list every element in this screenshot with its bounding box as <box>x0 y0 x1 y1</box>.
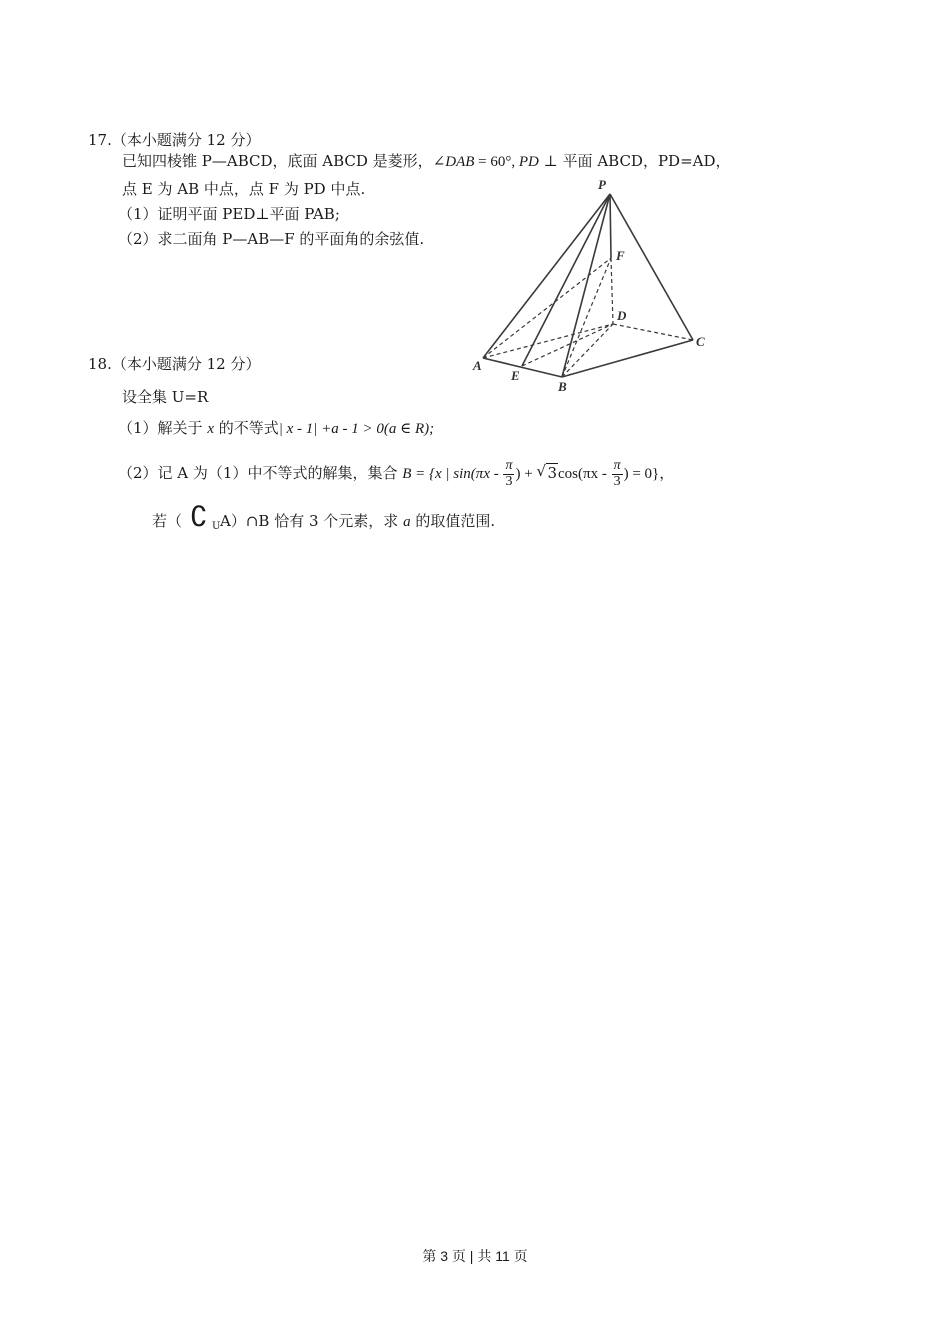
label-C: C <box>696 334 705 349</box>
edge-PF <box>610 194 611 258</box>
q18-part1-x: x <box>207 421 214 437</box>
edge-BC <box>562 340 693 377</box>
q18-header: 18.（本小题满分 12 分） <box>88 355 261 373</box>
label-B: B <box>558 379 567 394</box>
complement-glyph: ∁ <box>190 500 208 533</box>
label-P: P <box>598 177 606 192</box>
q18-part2-end: ， <box>659 464 675 482</box>
label-A: A <box>473 358 482 373</box>
q18-part1-pre: （1）解关于 <box>118 419 208 437</box>
q18-part3-mid: A）∩B 恰有 3 个元素，求 <box>220 512 404 530</box>
sqrt-3-radicand: 3 <box>547 464 557 482</box>
pyramid-diagram <box>465 172 715 400</box>
label-D: D <box>617 308 627 323</box>
q17-header: 17.（本小题满分 12 分） <box>88 131 261 149</box>
frac2-den: 3 <box>613 473 621 489</box>
q18-set-b: ) + <box>515 466 537 482</box>
edge-FD <box>611 258 613 324</box>
q18-part1 <box>118 417 434 438</box>
complement-symbol <box>182 500 221 533</box>
q18-line1: 设全集 U=R <box>122 388 209 406</box>
edge-AD <box>483 324 613 358</box>
page-footer: 第 3 页 | 共 11 页 <box>422 1248 528 1264</box>
edge-AB <box>483 358 562 377</box>
q18-part3 <box>152 500 496 533</box>
q17-pd: PD <box>518 154 539 170</box>
frac1-num: π <box>505 457 513 473</box>
q17-line1-post: 平面 ABCD，PD=AD， <box>562 152 731 170</box>
label-E: E <box>511 368 520 383</box>
q17-angle: ∠DAB <box>432 154 475 170</box>
edge-BF <box>562 258 611 377</box>
q18-part3-a: a <box>403 514 411 530</box>
edge-PA <box>483 194 610 358</box>
pyramid-figure <box>465 172 715 400</box>
q18-part1-mid: 的不等式 <box>213 419 279 437</box>
q18-part3-post: 的取值范围. <box>410 512 496 530</box>
q18-part3-pre: 若（ <box>152 512 183 530</box>
edge-AF <box>483 258 611 358</box>
q17-line1 <box>122 150 731 171</box>
label-F: F <box>616 248 625 263</box>
q18-part1-inequality: | x - 1| +a - 1 > 0(a ∈ R); <box>278 421 435 437</box>
q17-part2: （2）求二面角 P—AB—F 的平面角的余弦值. <box>118 230 425 248</box>
q18-part2 <box>118 455 674 492</box>
complement-subscript: U <box>212 521 221 532</box>
q17-line1-pre: 已知四棱锥 P—ABCD，底面 ABCD 是菱形， <box>122 152 433 170</box>
pi-over-3-fraction-2 <box>612 459 623 489</box>
edge-DC <box>613 324 693 340</box>
q18-set-d: ) = 0} <box>623 466 660 482</box>
q17-line2: 点 E 为 AB 中点，点 F 为 PD 中点. <box>122 180 366 198</box>
q18-part2-pre: （2）记 A 为（1）中不等式的解集，集合 <box>118 464 403 482</box>
q18-set-c: cos(πx - <box>558 466 611 482</box>
q17-part1: （1）证明平面 PED⊥平面 PAB; <box>118 205 340 223</box>
q18-set-a: B = {x | sin(πx - <box>402 466 503 482</box>
frac1-den: 3 <box>505 473 513 489</box>
q17-perp: ⊥ <box>538 152 563 170</box>
edge-ED <box>522 324 613 366</box>
pi-over-3-fraction-1 <box>503 459 514 489</box>
edge-PB <box>562 194 610 377</box>
q17-angle-eq: = 60°, <box>474 154 519 170</box>
frac2-num: π <box>613 457 621 473</box>
sqrt-3 <box>536 455 558 491</box>
